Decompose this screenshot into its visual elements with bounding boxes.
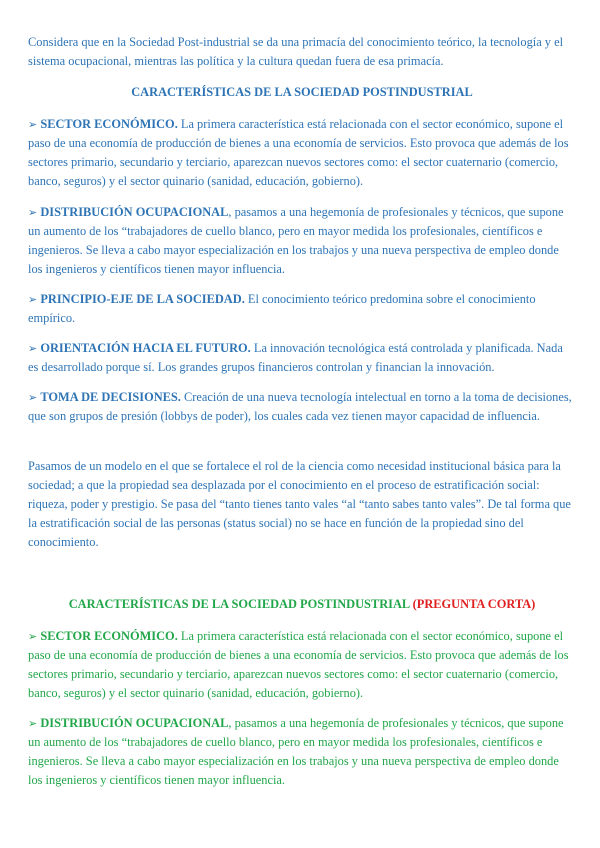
section1-item-sector-economico [28,115,576,191]
section1-closing-paragraph: Pasamos de un modelo en el que se fortalece el rol de la ciencia como necesidad institucional básica para la sociedad; a que la propiedad sea desplazada por el conocimiento en el proceso de estratificación social: riqueza, poder y prestigio. Se pasa del “tanto tienes tanto vales “al “tanto sabes tanto vales”. De tal forma que la estratificación social de las personas (status social) no se hace en función de la propiedad sino del conocimiento. [28,459,571,549]
item-lead: DISTRIBUCIÓN OCUPACIONAL [40,205,229,219]
section2-heading [28,595,576,614]
section2-heading-title: CARACTERÍSTICAS DE LA SOCIEDAD POSTINDUSTRIAL [68,597,410,611]
item-text: , pasamos a una hegemonía de profesionales y técnicos, que supone un aumento de los “trabajadores de cuello blanco, pero en mayor medida los profesionales, científicos e ingenieros. Se lleva a cabo mayor especialización en los trabajos y una nueva perspectiva de empleo donde los ingenieros y científicos tienen mayor influencia. [28,205,564,276]
section2-item-sector-economico [28,627,576,703]
section1-item-orientacion-futuro [28,339,576,377]
item-lead: PRINCIPIO-EJE DE LA SOCIEDAD. [40,292,245,306]
intro-paragraph: Considera que en la Sociedad Post-industrial se da una primacía del conocimiento teórico, la tecnología y el sistema ocupacional, mientras las política y la cultura quedan fuera de esa primacía. [28,35,564,68]
item-lead: SECTOR ECONÓMICO. [40,629,178,643]
bullet-arrow-icon: ➢ [28,293,38,306]
item-text: El conocimiento teórico predomina sobre el conocimiento empírico. [28,292,536,325]
bullet-arrow-icon: ➢ [28,342,38,355]
item-lead: TOMA DE DECISIONES. [40,390,181,404]
section1-item-toma-decisiones [28,388,576,426]
bullet-arrow-icon: ➢ [28,391,38,404]
item-text: La primera característica está relacionada con el sector económico, supone el paso de una economía de producción de bienes a una economía de servicios. Esto provoca que además de los sectores primario, secundario y terciario, aparezcan nuevos sectores como: el sector cuaternario (comercio, banco, seguros) y el sector quinario (sanidad, educación, gobierno). [28,629,569,700]
section1-item-distribucion-ocupacional [28,203,576,279]
bullet-arrow-icon: ➢ [28,717,38,730]
item-lead: SECTOR ECONÓMICO. [40,117,178,131]
section1-item-principio-eje [28,290,576,328]
bullet-arrow-icon: ➢ [28,630,38,643]
item-text: La innovación tecnológica está controlada y planificada. Nada es desarrollado porque sí. Los grandes grupos financieros controlan y financian la innovación. [28,341,563,374]
section1-heading: CARACTERÍSTICAS DE LA SOCIEDAD POSTINDUSTRIAL [131,85,473,99]
bullet-arrow-icon: ➢ [28,206,38,219]
section2-heading-tag: (PREGUNTA CORTA) [412,597,536,611]
bullet-arrow-icon: ➢ [28,118,38,131]
item-text: Creación de una nueva tecnología intelectual en torno a la toma de decisiones, que son grupos de presión (lobbys de poder), los cuales cada vez tienen mayor capacidad de influencia. [28,390,572,423]
item-lead: DISTRIBUCIÓN OCUPACIONAL [40,716,229,730]
item-lead: ORIENTACIÓN HACIA EL FUTURO. [40,341,251,355]
item-text: , pasamos a una hegemonía de profesionales y técnicos, que supone un aumento de los “trabajadores de cuello blanco, pero en mayor medida los profesionales, científicos e ingenieros. Se lleva a cabo mayor especialización en los trabajos y una nueva perspectiva de empleo donde los ingenieros y científicos tienen mayor influencia. [28,716,564,787]
item-text: La primera característica está relacionada con el sector económico, supone el paso de una economía de producción de bienes a una economía de servicios. Esto provoca que además de los sectores primario, secundario y terciario, aparezcan nuevos sectores como: el sector cuaternario (comercio, banco, seguros) y el sector quinario (sanidad, educación, gobierno). [28,117,569,188]
section2-item-distribucion-ocupacional [28,714,576,790]
